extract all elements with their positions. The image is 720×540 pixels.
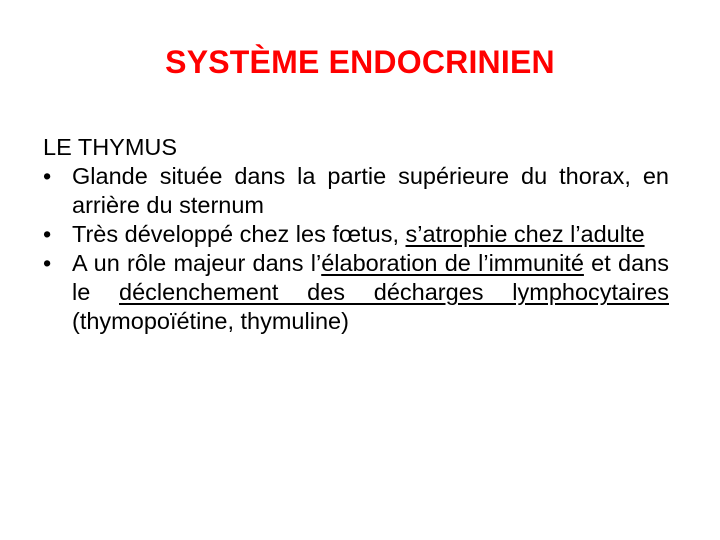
- bullet-item-role: [43, 249, 669, 336]
- bullet-text: Très développé chez les fœtus,: [72, 221, 406, 247]
- slide-body: [43, 133, 669, 336]
- bullet-text: A un rôle majeur dans l’: [72, 250, 322, 276]
- underlined-text: élaboration de l’immunité: [321, 250, 584, 276]
- bullet-icon: •: [43, 250, 52, 276]
- bullet-text: (thymopoïétine, thymuline): [72, 308, 349, 334]
- bullet-list: [43, 162, 669, 336]
- section-heading: LE THYMUS: [43, 134, 178, 160]
- bullet-item-location: [43, 162, 669, 220]
- bullet-icon: •: [43, 163, 52, 189]
- bullet-item-development: [43, 220, 669, 249]
- bullet-text: Glande située dans la partie supérieure du thorax, en arrière du sternum: [72, 163, 669, 218]
- underlined-text: déclenchement des décharges lymphocytaires: [119, 279, 669, 305]
- bullet-text: et dans le: [72, 250, 669, 305]
- slide-title: SYSTÈME ENDOCRINIEN: [165, 44, 555, 80]
- underlined-text: s’atrophie chez l’adulte: [405, 221, 645, 247]
- bullet-icon: •: [43, 221, 52, 247]
